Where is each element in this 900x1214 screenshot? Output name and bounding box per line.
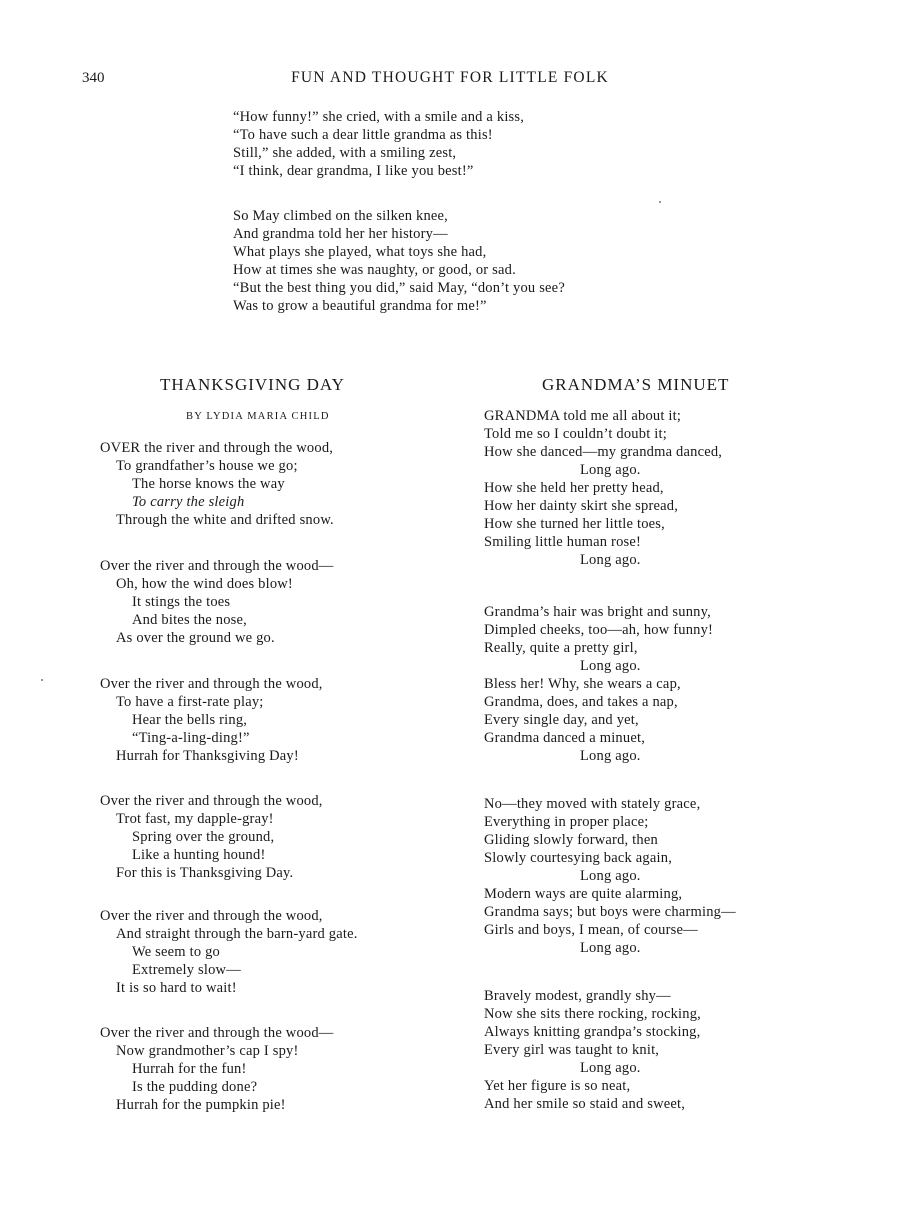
poem-line: Grandma says; but boys were charming— [484,904,736,920]
poem-line: Girls and boys, I mean, of course— [484,922,698,938]
poem-line: And bites the nose, [132,612,247,628]
poem-line: Long ago. [580,462,641,478]
poem-title: THANKSGIVING DAY [160,375,345,394]
poem-line: Really, quite a pretty girl, [484,640,638,656]
poem-line: Slowly courtesying back again, [484,850,673,866]
poem-line: Trot fast, my dapple-gray! [116,811,274,827]
poem-line: Spring over the ground, [132,829,275,845]
poem-line: What plays she played, what toys she had, [233,244,487,260]
poem-line: Grandma’s hair was bright and sunny, [484,604,711,620]
poem-line: No—they moved with stately grace, [484,796,701,812]
poem-line: It stings the toes [132,594,231,610]
poem-line: “To have such a dear little grandma as this! [233,127,493,143]
poem-line: Is the pudding done? [132,1079,258,1095]
poem-line: Grandma, does, and takes a nap, [484,694,678,710]
poem-line: Long ago. [580,940,641,956]
poem-line: Dimpled cheeks, too—ah, how funny! [484,622,714,638]
poem-line: How she held her pretty head, [484,480,664,496]
poem-line: How she turned her little toes, [484,516,665,532]
poem-title: GRANDMA’S MINUET [542,375,730,394]
poem-line: Through the white and drifted snow. [116,512,334,528]
poem-line: Modern ways are quite alarming, [484,886,683,902]
poem-line: Told me so I couldn’t doubt it; [484,426,667,442]
poem-line: So May climbed on the silken knee, [233,208,448,224]
poem-line: To grandfather’s house we go; [116,458,298,474]
poem-line: Long ago. [580,658,641,674]
poem-line: Everything in proper place; [484,814,649,830]
poem-line: Hurrah for the fun! [132,1061,247,1077]
poem-line: Hear the bells ring, [132,712,248,728]
poem-line: Over the river and through the wood, [100,793,323,809]
poem-line: Gliding slowly forward, then [484,832,658,848]
poem-line: Always knitting grandpa’s stocking, [484,1024,701,1040]
poem-line: OVER the river and through the wood, [100,440,334,456]
poem-line: And her smile so staid and sweet, [484,1096,686,1112]
poem-line: Bravely modest, grandly shy— [484,988,671,1004]
poem-line: Every girl was taught to knit, [484,1042,660,1058]
poem-line: How she danced—my grandma danced, [484,444,723,460]
running-head: FUN AND THOUGHT FOR LITTLE FOLK [291,69,609,86]
poem-line: Hurrah for the pumpkin pie! [116,1097,286,1113]
poem-line: Oh, how the wind does blow! [116,576,293,592]
poem-line: Over the river and through the wood, [100,908,323,924]
poem-line: Grandma danced a minuet, [484,730,646,746]
poem-line: “But the best thing you did,” said May, “don’t you see? [233,280,565,296]
poem-line: We seem to go [132,944,221,960]
poem-line: Over the river and through the wood— [100,1025,334,1041]
poem-line: How her dainty skirt she spread, [484,498,679,514]
poem-line: Long ago. [580,748,641,764]
poem-line: Now she sits there rocking, rocking, [484,1006,702,1022]
poem-line: Extremely slow— [132,962,241,978]
poem-line: How at times she was naughty, or good, or sad. [233,262,516,278]
poem-line: GRANDMA told me all about it; [484,408,682,424]
poem-line: It is so hard to wait! [116,980,237,996]
poem-line: For this is Thanksgiving Day. [116,865,294,881]
poem-line: Long ago. [580,868,641,884]
poem-line: As over the ground we go. [116,630,275,646]
poem-line: And grandma told her her history— [233,226,448,242]
print-speck [659,201,661,203]
poem-line: Smiling little human rose! [484,534,642,550]
poem-line: “How funny!” she cried, with a smile and a kiss, [233,109,525,125]
poem-line: “I think, dear grandma, I like you best!” [233,163,474,179]
poem-line: Yet her figure is so neat, [484,1078,631,1094]
print-speck [41,679,43,681]
poem-line: Still,” she added, with a smiling zest, [233,145,457,161]
poem-line: Was to grow a beautiful grandma for me!” [233,298,487,314]
poem-line: Over the river and through the wood— [100,558,334,574]
poem-line: Like a hunting hound! [132,847,266,863]
poem-line: Now grandmother’s cap I spy! [116,1043,299,1059]
poem-line: Long ago. [580,552,641,568]
poem-line: To carry the sleigh [132,494,245,510]
poem-line: Hurrah for Thanksgiving Day! [116,748,299,764]
poem-line: Every single day, and yet, [484,712,639,728]
poem-line: Over the river and through the wood, [100,676,323,692]
poem-line: To have a first-rate play; [116,694,264,710]
page-number: 340 [82,70,105,86]
poem-line: The horse knows the way [132,476,285,492]
poem-line: Long ago. [580,1060,641,1076]
poem-byline: BY LYDIA MARIA CHILD [186,411,330,422]
poem-line: Bless her! Why, she wears a cap, [484,676,681,692]
poem-line: And straight through the barn-yard gate. [116,926,358,942]
poem-line: “Ting-a-ling-ding!” [132,730,250,746]
